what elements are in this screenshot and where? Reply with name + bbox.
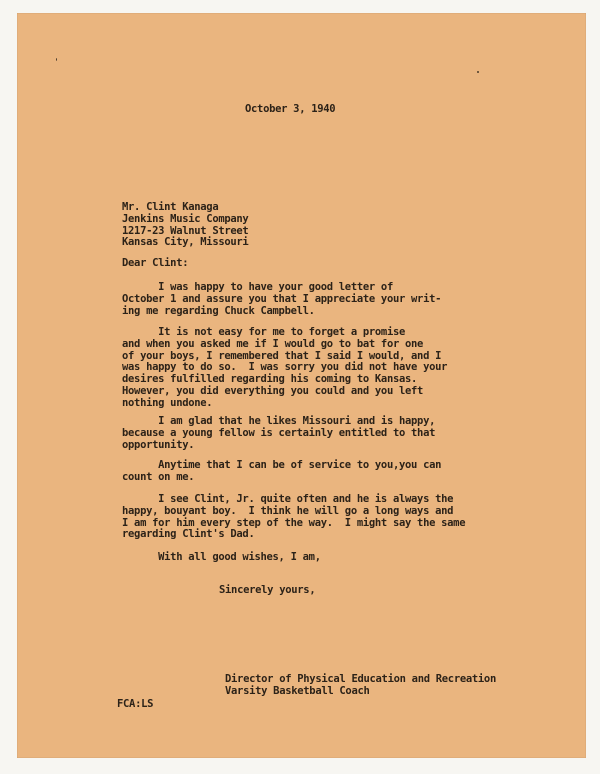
paragraph-line: ing me regarding Chuck Campbell. — [122, 304, 315, 317]
address-line: Mr. Clint Kanaga — [122, 201, 219, 213]
body-paragraph-5 — [122, 494, 465, 541]
body-paragraph-3 — [122, 416, 435, 451]
paragraph-line: It is not easy for me to forget a promise — [122, 326, 406, 338]
paragraph-line: opportunity. — [122, 438, 195, 451]
paragraph-line: October 1 and assure you that I appreciate your writ- — [122, 292, 442, 305]
signature-title-2: Varsity Basketball Coach — [225, 685, 370, 697]
complimentary-closing: Sincerely yours, — [219, 584, 316, 596]
paragraph-line: because a young fellow is certainly entitled to that — [122, 426, 436, 439]
paper-speck — [477, 71, 479, 73]
paragraph-line: I was happy to have your good letter of — [122, 281, 393, 293]
body-paragraph-1 — [122, 282, 441, 317]
paragraph-line: nothing undone. — [122, 396, 213, 409]
body-paragraph-4 — [122, 460, 441, 484]
paragraph-line: With all good wishes, I am, — [122, 551, 321, 563]
paragraph-line: Anytime that I can be of service to you,you can — [122, 459, 442, 471]
paragraph-line: I am glad that he likes Missouri and is happy, — [122, 415, 436, 427]
paragraph-line: and when you asked me if I would go to bat for one — [122, 337, 424, 350]
paragraph-line: count on me. — [122, 470, 195, 483]
paragraph-line: happy, bouyant boy. I think he will go a long ways and — [122, 504, 454, 517]
salutation: Dear Clint: — [122, 257, 189, 269]
paragraph-line: regarding Clint's Dad. — [122, 528, 255, 541]
address-line: Jenkins Music Company — [122, 212, 249, 225]
paragraph-line: was happy to do so. I was sorry you did not have your — [122, 361, 448, 374]
recipient-address — [122, 202, 248, 249]
paragraph-line: However, you did everything you could and you left — [122, 384, 424, 397]
paper-speck — [56, 58, 57, 61]
paragraph-line: I am for him every step of the way. I might say the same — [122, 516, 466, 529]
signature-title-1: Director of Physical Education and Recreation — [225, 673, 496, 685]
address-line: Kansas City, Missouri — [122, 236, 249, 249]
body-paragraph-2 — [122, 327, 447, 410]
body-paragraph-6 — [122, 552, 321, 564]
address-line: 1217-23 Walnut Street — [122, 224, 249, 237]
paragraph-line: of your boys, I remembered that I said I would, and I — [122, 349, 442, 362]
letter-date: October 3, 1940 — [245, 103, 336, 115]
reference-initials: FCA:LS — [117, 698, 154, 710]
paragraph-line: I see Clint, Jr. quite often and he is always the — [122, 493, 454, 505]
paragraph-line: desires fulfilled regarding his coming to Kansas. — [122, 373, 418, 386]
